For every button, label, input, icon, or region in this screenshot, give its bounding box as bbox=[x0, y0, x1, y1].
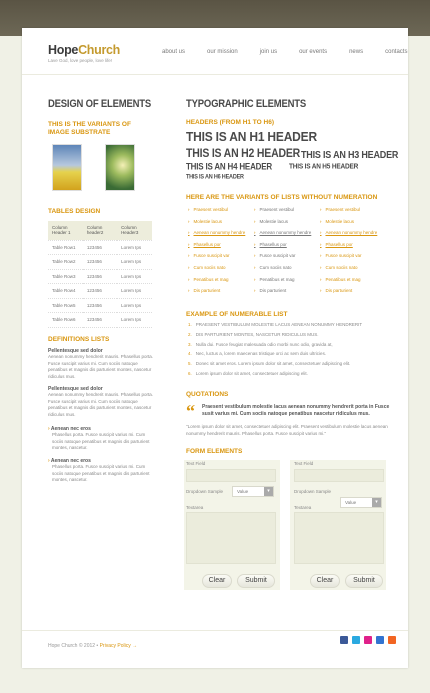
list-item[interactable]: › Penatibus et mag bbox=[254, 274, 311, 286]
definition-body: Phasellus porta. Fusce suscipit varius mi. Cum sociis natoque penatibus et magnis dis parturient montes, nascetur. bbox=[52, 432, 150, 450]
h2-sample: THIS IS AN H2 HEADER bbox=[186, 147, 301, 161]
nav-our-events[interactable]: our events bbox=[299, 49, 328, 55]
tables-design-title: TABLES DESIGN bbox=[48, 208, 101, 215]
list-item: 6. Lorem ipsum dolor sit amet, consectetuer adipiscing elit. bbox=[188, 370, 308, 376]
h4-sample: THIS IS AN H4 HEADER bbox=[186, 162, 272, 172]
list-item[interactable]: › Phasellus por bbox=[320, 239, 377, 251]
definition-body: Aenean nonummy hendrerit mauris. Phasellus porta. Fusce suscipit varius mi. Cum sociis natoque penatibus et magnis dis parturient montes, nascetur ridiculus mus. bbox=[48, 354, 154, 379]
table-header: Column header2 bbox=[83, 221, 117, 240]
submit-button[interactable]: Submit bbox=[345, 574, 383, 588]
delicious-icon[interactable] bbox=[376, 636, 384, 644]
list-item[interactable]: › Aenean nonummy hendre bbox=[254, 227, 311, 239]
list-item[interactable]: › Fusce suscipit var bbox=[188, 250, 245, 262]
list-item: 5. Donec sit amet eros. Lorem ipsum dolor sit amet, consectetuer adipiscing elit. bbox=[188, 361, 351, 367]
clear-button[interactable]: Clear bbox=[202, 574, 232, 588]
list-item[interactable]: › Molestie lacus bbox=[254, 216, 311, 228]
table-header: Column Header3 bbox=[117, 221, 152, 240]
list-item[interactable]: › Cum sociis nato bbox=[188, 262, 245, 274]
copyright: Hope Church © 2012 • Privacy Policy → bbox=[48, 643, 138, 649]
nav-news[interactable]: news bbox=[349, 49, 364, 55]
list-item[interactable]: › Cum sociis nato bbox=[320, 262, 377, 274]
quote-mark-icon: “ bbox=[186, 401, 195, 421]
nav-join-us[interactable]: join us bbox=[259, 49, 278, 55]
h6-sample: THIS IS AN H6 HEADER bbox=[186, 174, 244, 181]
list-item[interactable]: › Penatibus et mag bbox=[320, 274, 377, 286]
list-item[interactable]: › Penatibus et mag bbox=[188, 274, 245, 286]
text-field-input[interactable] bbox=[186, 469, 276, 482]
clear-button[interactable]: Clear bbox=[310, 574, 340, 588]
list-item[interactable]: › Praesent vestibul bbox=[188, 204, 245, 216]
definition-body: Phasellus porta. Fusce suscipit varius mi. Cum sociis natoque penatibus et magnis dis parturient montes, nascetur. bbox=[52, 464, 150, 482]
list-item[interactable]: › Molestie lacus bbox=[188, 216, 245, 228]
nav-about-us[interactable]: about us bbox=[162, 49, 186, 55]
table-row: Table Row3 123456 Lorem Ips bbox=[48, 269, 152, 284]
rss-icon[interactable] bbox=[388, 636, 396, 644]
sample-table bbox=[48, 221, 152, 328]
dropdown-label: Dropdown Sample bbox=[186, 489, 224, 494]
definitions-title: DEFINITIONS LISTS bbox=[48, 336, 110, 343]
definition-term: › Aenean nec eros bbox=[48, 426, 91, 432]
header-divider bbox=[22, 74, 408, 75]
h1-sample: THIS IS AN H1 HEADER bbox=[186, 129, 317, 145]
table-row: Table Row6 123456 Lorem Ips bbox=[48, 313, 152, 328]
bullet-list-3 bbox=[320, 204, 377, 297]
dropdown-label: Dropdown Sample bbox=[294, 489, 332, 494]
numbered-list bbox=[188, 320, 362, 379]
design-of-elements-title: DESIGN OF ELEMENTS bbox=[48, 98, 152, 111]
list-item[interactable]: › Phasellus por bbox=[254, 239, 311, 251]
list-item[interactable]: › Fusce suscipit var bbox=[320, 250, 377, 262]
bullet-list-2 bbox=[254, 204, 311, 297]
list-item: 3. Nulla dui. Fusce feugiat malesuada odio morbi nunc odio, gravida at, bbox=[188, 341, 333, 347]
headers-subtitle: HEADERS (FROM H1 TO H6) bbox=[186, 119, 274, 126]
textarea-input[interactable] bbox=[186, 512, 276, 564]
textarea-label: Textarea bbox=[186, 505, 204, 510]
dropdown-select[interactable]: Value ▾ bbox=[340, 497, 382, 508]
list-item[interactable]: › Dis parturient bbox=[254, 285, 311, 297]
list-item[interactable]: › Cum sociis nato bbox=[254, 262, 311, 274]
flickr-icon[interactable] bbox=[364, 636, 372, 644]
table-header: Column Header 1 bbox=[48, 221, 83, 240]
definition-term: Pellentesque sed dolor bbox=[48, 386, 103, 392]
image-bible-photo bbox=[105, 144, 135, 191]
list-item[interactable]: › Aenean nonummy hendre bbox=[320, 227, 377, 239]
list-item[interactable]: › Dis parturient bbox=[188, 285, 245, 297]
table-row: Table Row5 123456 Lorem Ips bbox=[48, 298, 152, 313]
list-item[interactable]: › Praesent vestibul bbox=[320, 204, 377, 216]
twitter-icon[interactable] bbox=[352, 636, 360, 644]
list-item: 4. Nec, luctus a, lorem maecenas tristique orci ac sem duis ultricies. bbox=[188, 351, 327, 357]
main-nav bbox=[162, 49, 429, 55]
image-worship-photo bbox=[52, 144, 82, 191]
h3-sample: THIS IS AN H3 HEADER bbox=[301, 149, 399, 160]
quote-body: "Lorem ipsum dolor sit amet, consectetuer adipiscing elit. Praesent vestibulum molestie lacus aenean nonummy hendrerit mauris. Phasellus porta. Fusce suscipit varius mi." bbox=[186, 424, 388, 436]
list-item[interactable]: › Fusce suscipit var bbox=[254, 250, 311, 262]
text-field-label: Text Field bbox=[186, 461, 206, 466]
list-item[interactable]: › Praesent vestibul bbox=[254, 204, 311, 216]
page-container bbox=[22, 28, 408, 668]
privacy-policy-link[interactable]: Privacy Policy → bbox=[99, 643, 138, 649]
text-field-input[interactable] bbox=[294, 469, 384, 482]
list-item: 2. DIS PARTURIENT MONTES, NASCETUR RIDICULUS MUS. bbox=[188, 331, 319, 337]
list-item[interactable]: › Aenean nonummy hendre bbox=[188, 227, 245, 239]
site-tagline: Lave God, love people, love life! bbox=[48, 58, 113, 63]
numerable-list-title: EXAMPLE OF NUMERABLE LIST bbox=[186, 311, 288, 318]
definition-term: Pellentesque sed dolor bbox=[48, 348, 103, 354]
facebook-icon[interactable] bbox=[340, 636, 348, 644]
nav-contacts[interactable]: contacts bbox=[385, 49, 408, 55]
quote-lead: Praesent vestibulum molestie lacus aenean nonummy hendrerit porta in Fusce susit varius mi. Cum sociis natoque penatibus nascetur ridiculus mus. bbox=[202, 404, 390, 417]
footer-divider bbox=[22, 630, 408, 631]
list-item[interactable]: › Molestie lacus bbox=[320, 216, 377, 228]
typographic-elements-title: TYPOGRAPHIC ELEMENTS bbox=[186, 98, 307, 111]
list-item: 1. PRAESENT VESTIBULUM MOLESTIE LACUS AENEAN NONUMMY HENDRERIT bbox=[188, 322, 363, 327]
lists-title: HERE ARE THE VARIANTS OF LISTS WITHOUT NUMERATION bbox=[186, 194, 378, 201]
submit-button[interactable]: Submit bbox=[237, 574, 275, 588]
bullet-list-1 bbox=[188, 204, 245, 297]
chevron-down-icon: ▾ bbox=[372, 498, 381, 507]
h5-sample: THIS IS AN H5 HEADER bbox=[289, 163, 359, 171]
site-logo[interactable]: HopeChurch bbox=[48, 43, 121, 57]
quotations-title: QUOTATIONS bbox=[186, 391, 229, 398]
text-field-label: Text Field bbox=[294, 461, 314, 466]
dropdown-select[interactable]: Value ▾ bbox=[232, 486, 274, 497]
form-elements-title: FORM ELEMENTS bbox=[186, 448, 243, 455]
textarea-input[interactable] bbox=[294, 512, 384, 564]
textarea-label: Textarea bbox=[294, 505, 312, 510]
variants-title: THIS IS THE VARIANTS OF IMAGE SUBSTRATE bbox=[48, 121, 131, 136]
table-row: Table Row2 123456 Lorem Ips bbox=[48, 255, 152, 270]
table-row: Table Row1 123456 Lorem Ips bbox=[48, 240, 152, 255]
list-item[interactable]: › Dis parturient bbox=[320, 285, 377, 297]
definition-body: Aenean nonummy hendrerit mauris. Phasellus porta. Fusce suscipit varius mi. Cum sociis natoque penatibus et magnis dis parturient montes, nascetur ridiculus mus. bbox=[48, 392, 154, 417]
chevron-down-icon: ▾ bbox=[264, 487, 273, 496]
nav-our-mission[interactable]: our mission bbox=[207, 49, 238, 55]
definition-term: › Aenean nec eros bbox=[48, 458, 91, 464]
table-row: Table Row4 123456 Lorem Ips bbox=[48, 284, 152, 299]
list-item[interactable]: › Phasellus por bbox=[188, 239, 245, 251]
